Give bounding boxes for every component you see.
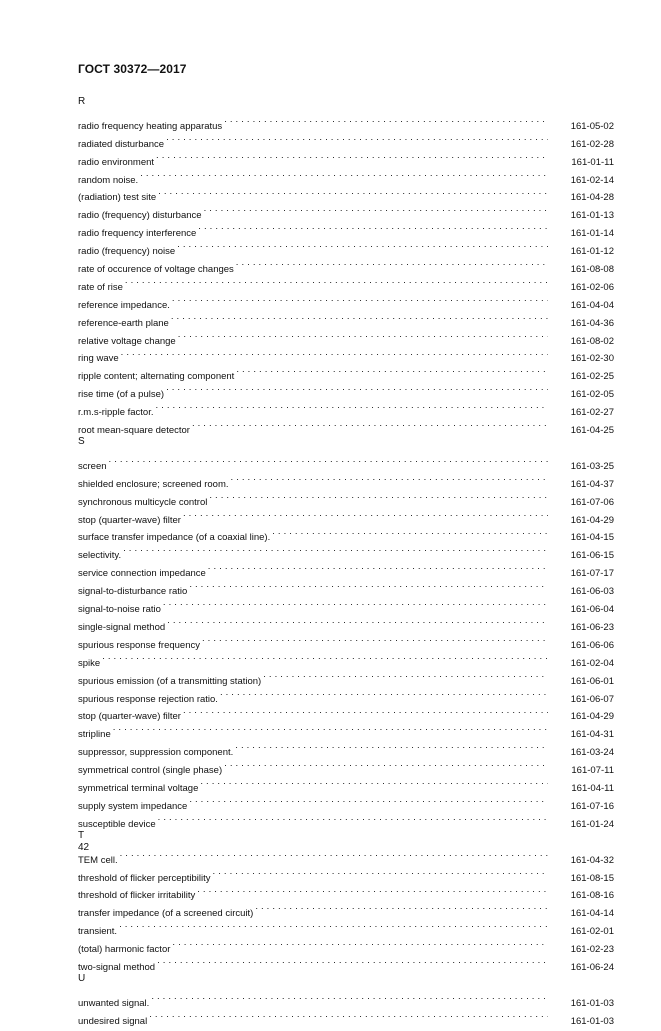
index-term: threshold of flicker irritability [78,890,196,902]
index-term: selectivity. [78,550,122,562]
term-code: 161-04-11 [571,782,614,794]
term-code: 161-06-06 [570,639,614,651]
index-entry [78,809,614,830]
index-term: transient. [78,926,118,938]
dot-leader [109,451,548,469]
term-code: 161-04-25 [570,425,614,437]
term-code: 161-04-36 [570,317,614,329]
index-term: susceptible device [78,818,156,830]
section-letter: U [78,972,86,984]
term-code: 161-04-15 [570,532,614,544]
index-entry [78,200,614,222]
dot-leader [224,111,548,129]
term-code: 161-04-04 [570,299,614,311]
term-code: 161-01-03 [570,1015,614,1027]
index-term: rate of occurence of voltage changes [78,264,234,276]
dot-leader [166,129,548,147]
dot-leader [166,379,548,397]
index-entry [78,845,614,866]
index-term: ripple content; alternating component [78,371,235,383]
dot-leader [177,236,548,254]
dot-leader [263,666,548,684]
index-term: radio (frequency) noise [78,246,176,258]
index-entry [78,111,614,132]
dot-leader [158,183,548,201]
index-entry [78,916,614,938]
section-letter: S [78,436,85,448]
dot-leader [189,576,548,594]
term-code: 161-06-04 [570,604,614,616]
index-term: r.m.s-ripple factor. [78,407,154,419]
dot-leader [236,361,548,379]
index-term: screen [78,460,107,472]
index-entry [78,361,614,383]
term-code: 161-01-24 [570,818,614,830]
section-letter: R [78,96,86,107]
dot-leader [197,881,548,899]
dot-leader [192,415,548,433]
term-code: 161-07-11 [571,765,614,777]
index-term: root mean-square detector [78,425,190,437]
term-code: 161-06-23 [570,621,614,633]
index-term: shielded enclosure; screened room. [78,478,229,490]
dot-leader [236,254,548,272]
term-code: 161-01-13 [570,210,614,222]
index-entry [78,415,614,437]
index-entry [78,183,614,204]
index-term: supply system impedance [78,800,188,812]
dot-leader [208,558,548,576]
page-title: ГОСТ 30372—2017 [78,62,187,76]
dot-leader [202,630,548,648]
term-code: 161-02-28 [570,138,614,150]
term-code: 161-02-30 [570,353,614,365]
dot-leader [209,487,548,505]
index-term: spurious response frequency [78,639,200,651]
section-letter: T [78,829,85,841]
term-code: 161-02-27 [570,407,614,419]
index-entry [78,147,614,168]
index-entry [78,344,614,365]
term-code: 161-08-08 [570,264,614,276]
index-term: radiated disturbance [78,138,165,150]
dot-leader [102,648,548,666]
dot-leader [120,845,548,863]
index-entry [78,952,614,973]
index-term: stop (quarter-wave) filter [78,711,181,723]
index-term: reference impedance. [78,299,170,311]
index-term: signal-to-noise ratio [78,604,161,616]
index-entry [78,451,614,472]
dot-leader [121,344,548,362]
index-term: synchronous multicycle control [78,496,208,508]
index-term: two-signal method [78,961,156,973]
index-term: unwanted signal. [78,997,150,1009]
term-code: 161-04-28 [570,192,614,204]
term-code: 161-08-16 [570,890,614,902]
index-entry [78,863,614,884]
term-code: 161-01-03 [570,997,614,1009]
term-code: 161-06-03 [570,586,614,598]
index-entry [78,934,614,956]
index-term: symmetrical control (single phase) [78,765,223,777]
term-code: 161-01-11 [571,156,614,168]
index-term: spike [78,657,101,669]
term-code: 161-06-24 [570,961,614,973]
dot-leader [189,791,548,809]
index-term: single-signal method [78,621,166,633]
dot-leader [151,988,548,1006]
dot-leader [198,218,548,236]
index-entry [78,558,614,580]
index-term: radio frequency heating apparatus [78,120,223,132]
dot-leader [171,308,548,326]
term-code: 161-07-06 [570,496,614,508]
term-code: 161-02-06 [570,281,614,293]
dot-leader [255,898,548,916]
index-term: TEM cell. [78,854,118,866]
index-term: service connection impedance [78,568,206,580]
index-term: rise time (of a pulse) [78,389,165,401]
term-code: 161-02-04 [570,657,614,669]
term-code: 161-07-16 [570,800,614,812]
term-code: 161-02-23 [570,944,614,956]
dot-leader [213,863,548,881]
index-entry [78,165,614,186]
index-term: stripline [78,729,111,741]
index-entry [78,988,614,1009]
dot-leader [167,612,548,630]
index-term: undesired signal [78,1015,148,1027]
index-term: symmetrical terminal voltage [78,782,199,794]
dot-leader [178,326,548,344]
index-term: spurious emission (of a transmitting station) [78,675,262,687]
index-term: signal-to-disturbance ratio [78,586,188,598]
term-code: 161-06-01 [570,675,614,687]
index-term: stop (quarter-wave) filter [78,514,181,526]
dot-leader [158,809,548,827]
index-term: (radiation) test site [78,192,157,204]
dot-leader [156,397,549,415]
index-term: ring wave [78,353,119,365]
index-entry [78,397,614,419]
index-entry [78,666,614,687]
term-code: 161-04-29 [570,514,614,526]
dot-leader [220,684,548,702]
index-entry [78,540,614,562]
index-term: spurious response rejection ratio. [78,693,218,705]
dot-leader [163,594,548,612]
term-code: 161-02-05 [570,389,614,401]
dot-leader [113,719,548,737]
term-code: 161-02-01 [570,926,614,938]
term-code: 161-04-32 [570,854,614,866]
dot-leader [172,290,548,308]
index-term: random noise. [78,174,139,186]
index-term: radio (frequency) disturbance [78,210,202,222]
dot-leader [204,200,548,218]
term-code: 161-02-25 [570,371,614,383]
dot-leader [272,523,548,541]
term-code: 161-07-17 [570,568,614,580]
term-code: 161-08-02 [570,335,614,347]
dot-leader [200,773,548,791]
index-term: relative voltage change [78,335,176,347]
dot-leader [235,737,548,755]
index-term: radio environment [78,156,155,168]
term-code: 161-03-25 [570,460,614,472]
dot-leader [123,540,548,558]
dot-leader [224,755,548,773]
term-code: 161-06-15 [570,550,614,562]
term-code: 161-02-14 [570,174,614,186]
term-code: 161-01-12 [570,246,614,258]
term-code: 161-04-31 [570,729,614,741]
index-term: rate of rise [78,281,123,293]
index-term: suppressor, suppression component. [78,747,234,759]
dot-leader [231,469,548,487]
dot-leader [172,934,548,952]
dot-leader [149,1006,548,1024]
index-term: transfer impedance (of a screened circuit) [78,908,254,920]
term-code: 161-04-14 [570,908,614,920]
dot-leader [183,702,548,720]
page-number: 42 [78,842,90,853]
term-code: 161-01-14 [570,228,614,240]
index-entry [78,737,614,759]
term-code: 161-05-02 [570,120,614,132]
index-entry [78,719,614,741]
term-code: 161-08-15 [570,872,614,884]
index-term: radio frequency interference [78,228,197,240]
dot-leader [125,272,548,290]
index-term: (total) harmonic factor [78,944,171,956]
term-code: 161-04-29 [570,711,614,723]
index-entry [78,1006,614,1027]
term-code: 161-04-37 [570,478,614,490]
term-code: 161-03-24 [570,747,614,759]
index-entry [78,272,614,293]
dot-leader [119,916,548,934]
dot-leader [140,165,548,183]
dot-leader [156,147,548,165]
index-entry [78,648,614,669]
alphabetical-index [78,93,614,1027]
dot-leader [183,505,548,523]
index-entry [78,469,614,490]
dot-leader [157,952,548,970]
index-term: reference-earth plane [78,317,169,329]
index-term: surface transfer impedance (of a coaxial line). [78,532,271,544]
index-entry [78,290,614,311]
index-term: threshold of flicker perceptibility [78,872,211,884]
term-code: 161-06-07 [570,693,614,705]
